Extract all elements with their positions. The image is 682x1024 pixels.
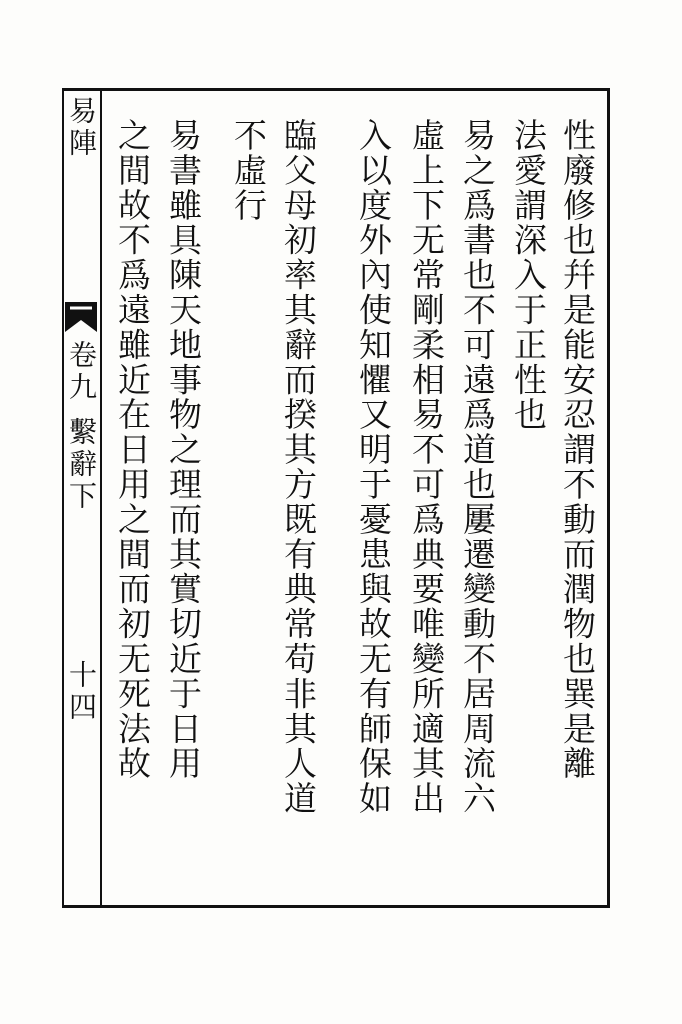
text-column-6: 臨父母初率其辭而揆其方既有典常苟非其人道	[279, 118, 318, 816]
text-column-7: 不虛行	[229, 118, 268, 223]
right-border-line	[607, 88, 610, 908]
top-border-line	[62, 88, 610, 91]
fishtail-mark-icon	[64, 300, 98, 334]
text-column-4: 虛上下无常剛柔相易不可爲典要唯變所適其出	[407, 118, 446, 816]
text-column-1: 性廢修也幷是能安忍謂不動而潤物也巽是離	[558, 118, 597, 782]
text-column-3: 易之爲書也不可遠爲道也屢遷變動不居周流六	[458, 118, 497, 816]
text-column-5: 入以度外內使知懼又明于憂患與故无有師保如	[354, 118, 393, 816]
text-column-8: 易書雖具陳天地事物之理而其實切近于日用	[164, 118, 203, 782]
margin-book-title: 易陣	[65, 96, 98, 160]
margin-divider-line	[100, 88, 102, 908]
margin-chapter-label: 卷九 繫辭下	[65, 340, 98, 513]
text-column-9: 之間故不爲遠雖近在日用之間而初无死法故	[113, 118, 152, 782]
text-column-2: 法愛謂深入于正性也	[509, 118, 548, 433]
margin-page-number: 十四	[65, 660, 98, 724]
bottom-border-line	[62, 905, 610, 908]
